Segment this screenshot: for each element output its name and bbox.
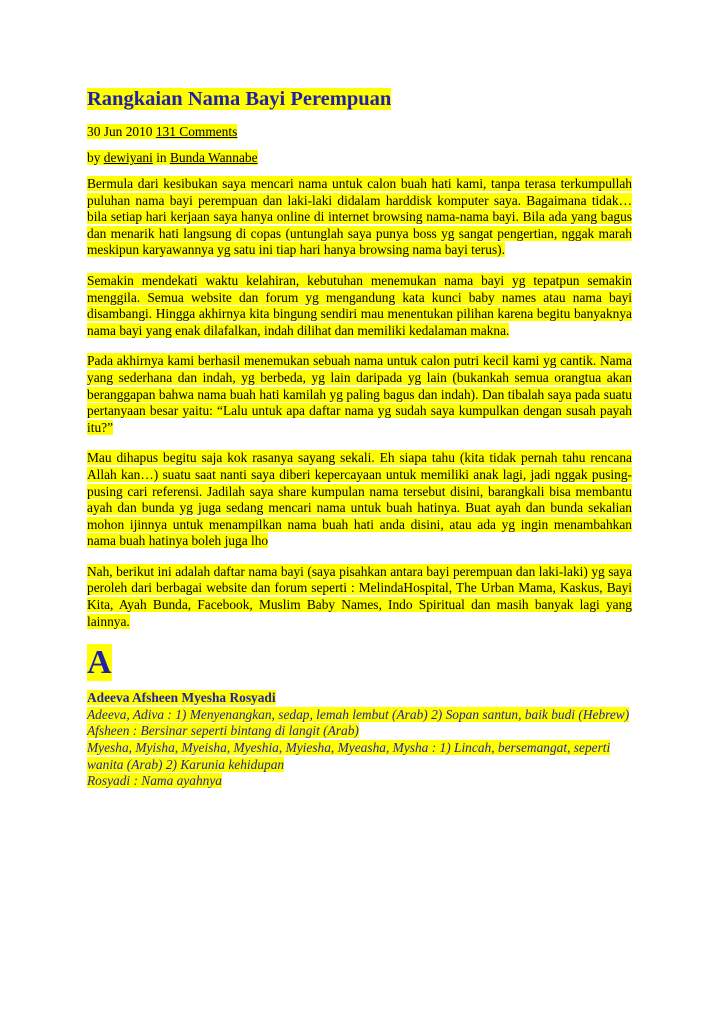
- paragraph-5: [87, 564, 632, 630]
- in-label: in: [156, 150, 167, 165]
- paragraph-1: [87, 176, 632, 259]
- author-link[interactable]: dewiyani: [103, 150, 153, 165]
- name-meaning-text: Afsheen : Bersinar seperti bintang di langit (Arab): [87, 723, 359, 739]
- comments-link[interactable]: 131 Comments: [155, 124, 238, 139]
- paragraph-text: Semakin mendekati waktu kelahiran, kebutuhan menemukan nama bayi yg tepatpun semakin menggila. Semua website dan forum yg mengandung kata kunci baby names atau nama bayi disambangi. Hingga akhirnya kita bingung sendiri mau menentukan pilihan karena begitu banyaknya nama bayi yang enak dilafalkan, indah dilihat dan memiliki kedalaman makna.: [87, 272, 632, 338]
- name-meaning-line: [87, 773, 632, 790]
- section-letter-heading: [87, 644, 632, 682]
- name-meaning-line: [87, 723, 632, 740]
- category-link[interactable]: Bunda Wannabe: [169, 150, 258, 165]
- name-entry-heading-text: Adeeva Afsheen Myesha Rosyadi: [87, 690, 276, 706]
- document-page: [87, 88, 632, 790]
- name-meaning-text: Myesha, Myisha, Myeisha, Myeshia, Myiesha, Myeasha, Mysha : 1) Lincah, bersemangat, seperti wanita (Arab) 2) Karunia kehidupan: [87, 740, 611, 772]
- paragraph-3: [87, 353, 632, 436]
- paragraph-4: [87, 450, 632, 550]
- paragraph-text: Nah, berikut ini adalah daftar nama bayi (saya pisahkan antara bayi perempuan dan laki-laki) yg saya peroleh dari berbagai website dan forum seperti : MelindaHospital, The Urban Mama, Kaskus, Bayi Kita, Ayah Bunda, Facebook, Muslim Baby Names, Indo Spiritual dan masih banyak lagi yang lainnya.: [87, 563, 632, 629]
- section-letter: A: [87, 644, 112, 682]
- name-entry-heading: [87, 690, 632, 707]
- page-title: [87, 88, 632, 111]
- name-meaning-line: [87, 740, 632, 773]
- post-byline: [87, 150, 632, 166]
- paragraph-text: Bermula dari kesibukan saya mencari nama untuk calon buah hati kami, tanpa terasa terkumpullah puluhan nama bayi perempuan dan laki-laki didalam harddisk komputer saya. Bagaimana tidak… bila setiap hari kerjaan saya hanya online di internet browsing nama-nama bayi. Bila ada yang bagus dan menarik hati langsung di copas (untunglah saya punya boss yg sangat pengertian, nggak marah meskipun karyawannya yg satu ini tiap hari hanya browsing nama bayi terus).: [87, 176, 632, 258]
- post-date-line: [87, 124, 632, 140]
- paragraph-text: Pada akhirnya kami berhasil menemukan sebuah nama untuk calon putri kecil kami yg cantik. Nama yang sederhana dan indah, yg berbeda, yg lain daripada yg lain (bukankah semua orangtua akan beranggapan bahwa nama buah hati kamilah yg paling bagus dan indah). Dan tibalah saya pada suatu pertanyaan besar yaitu: “Lalu untuk apa daftar nama yg sudah saya kumpulkan dengan susah payah itu?”: [87, 353, 632, 435]
- paragraph-2: [87, 273, 632, 339]
- paragraph-text: Mau dihapus begitu saja kok rasanya sayang sekali. Eh siapa tahu (kita tidak pernah tahu rencana Allah kan…) suatu saat nanti saya diberi kepercayaan untuk memiliki anak lagi, jadi nggak pusing-pusing cari referensi. Jadilah saya share kumpulan nama tersebut disini, barangkali bisa membantu ayah dan bunda yg juga sedang mencari nama untuk buah hatinya. Buat ayah dan bunda sekalian mohon ijinnya untuk menampilkan nama buah hati anda disini, atau ada yg ingin menambahkan nama buah hatinya boleh juga lho: [87, 450, 632, 549]
- post-date: 30 Jun 2010: [87, 124, 153, 139]
- page-title-text: Rangkaian Nama Bayi Perempuan: [87, 88, 392, 110]
- by-label: by: [87, 150, 101, 165]
- name-meaning-text: Rosyadi : Nama ayahnya: [87, 773, 222, 789]
- name-meaning-text: Adeeva, Adiva : 1) Menyenangkan, sedap, lemah lembut (Arab) 2) Sopan santun, baik budi (Hebrew): [87, 706, 630, 722]
- name-meaning-line: [87, 707, 632, 724]
